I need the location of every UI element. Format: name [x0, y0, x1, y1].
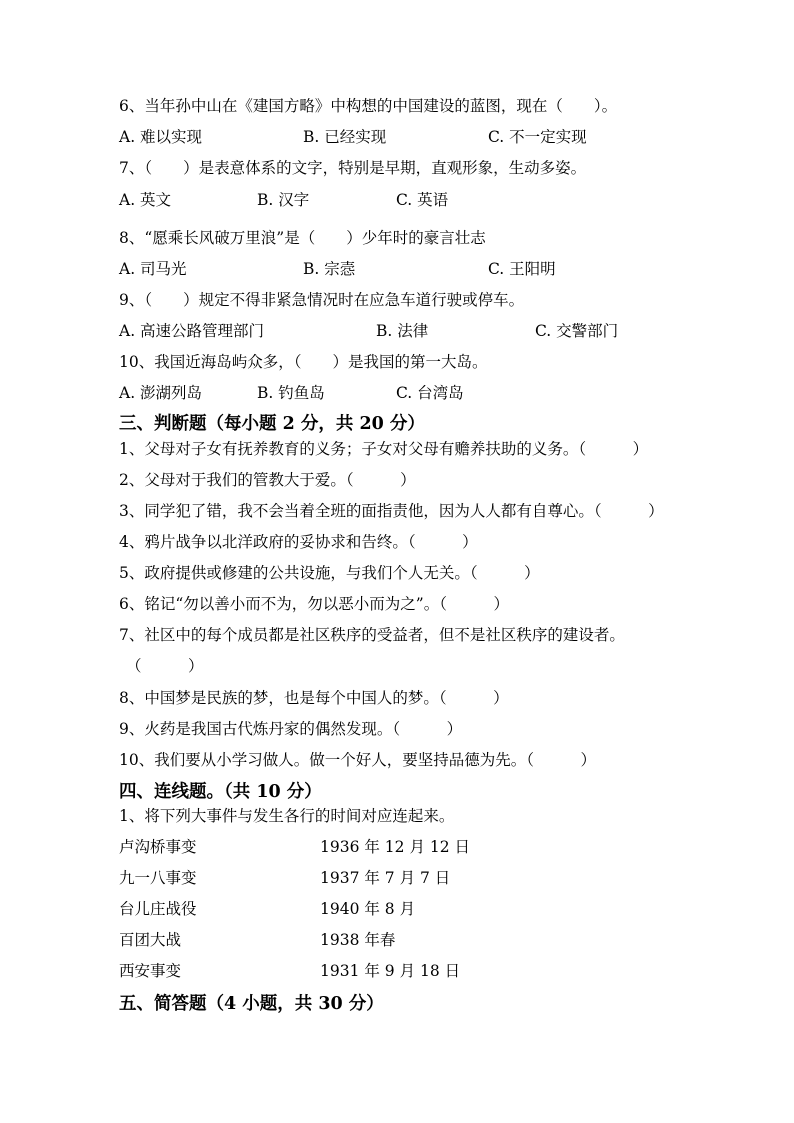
- question-10-option-a: A. 澎湖列岛: [119, 384, 203, 402]
- judge-item: 7、社区中的每个成员都是社区秩序的受益者，但不是社区秩序的建设者。: [119, 626, 625, 644]
- question-10-option-b: B. 钓鱼岛: [257, 384, 325, 402]
- question-6-option-b: B. 已经实现: [303, 128, 387, 146]
- question-8-option-c: C. 王阳明: [488, 260, 556, 278]
- question-7-option-a: A. 英文: [119, 191, 172, 209]
- question-9-option-a: A. 高速公路管理部门: [119, 322, 265, 340]
- judge-item: 3、同学犯了错，我不会当着全班的面指责他，因为人人都有自尊心。（ ）: [119, 502, 664, 520]
- question-9-stem: 9、（ ）规定不得非紧急情况时在应急车道行驶或停车。: [119, 291, 525, 309]
- judge-item: 10、我们要从小学习做人。做一个好人，要坚持品德为先。（ ）: [119, 751, 596, 769]
- match-event: 九一八事变: [119, 869, 197, 887]
- question-8-stem: 8、“愿乘长风破万里浪”是（ ）少年时的豪言壮志: [119, 229, 486, 247]
- match-date: 1937 年 7 月 7 日: [320, 869, 451, 887]
- match-date: 1931 年 9 月 18 日: [320, 962, 461, 980]
- match-event: 台儿庄战役: [119, 900, 197, 918]
- question-7-stem: 7、（ ）是表意体系的文字，特别是早期，直观形象，生动多姿。: [119, 159, 587, 177]
- judge-item: 9、火药是我国古代炼丹家的偶然发现。（ ）: [119, 720, 463, 738]
- question-9-option-b: B. 法律: [376, 322, 429, 340]
- match-event: 西安事变: [119, 962, 182, 980]
- question-7-option-c: C. 英语: [396, 191, 449, 209]
- match-instruction: 1、将下列大事件与发生各行的时间对应连起来。: [119, 807, 455, 825]
- judge-item-blank: （ ）: [126, 657, 204, 675]
- question-10-stem: 10、我国近海岛屿众多，（ ）是我国的第一大岛。: [119, 353, 488, 371]
- question-6-option-c: C. 不一定实现: [488, 128, 587, 146]
- judge-item: 2、父母对于我们的管教大于爱。（ ）: [119, 471, 416, 489]
- question-8-option-b: B. 宗悫: [303, 260, 356, 278]
- question-10-option-c: C. 台湾岛: [396, 384, 464, 402]
- match-date: 1936 年 12 月 12 日: [320, 838, 471, 856]
- judge-item: 5、政府提供或修建的公共设施，与我们个人无关。（ ）: [119, 564, 540, 582]
- judge-item: 8、中国梦是民族的梦，也是每个中国人的梦。（ ）: [119, 689, 509, 707]
- question-9-option-c: C. 交警部门: [535, 322, 619, 340]
- question-8-option-a: A. 司马光: [119, 260, 187, 278]
- match-event: 百团大战: [119, 931, 182, 949]
- match-date: 1940 年 8 月: [320, 900, 416, 918]
- judge-item: 1、父母对子女有抚养教育的义务；子女对父母有赡养扶助的义务。（ ）: [119, 440, 649, 458]
- judge-item: 6、铭记“勿以善小而不为，勿以恶小而为之”。（ ）: [119, 595, 509, 613]
- match-event: 卢沟桥事变: [119, 838, 197, 856]
- section-judge-heading: 三、判断题（每小题 2 分，共 20 分）: [119, 414, 425, 434]
- section-short-answer-heading: 五、简答题（4 小题，共 30 分）: [119, 994, 384, 1014]
- judge-item: 4、鸦片战争以北洋政府的妥协求和告终。（ ）: [119, 533, 478, 551]
- match-date: 1938 年春: [320, 931, 396, 949]
- question-6-option-a: A. 难以实现: [119, 128, 203, 146]
- section-match-heading: 四、连线题。（共 10 分）: [119, 782, 322, 802]
- question-7-option-b: B. 汉字: [257, 191, 310, 209]
- question-6-stem: 6、当年孙中山在《建国方略》中构想的中国建设的蓝图，现在（ ）。: [119, 97, 618, 115]
